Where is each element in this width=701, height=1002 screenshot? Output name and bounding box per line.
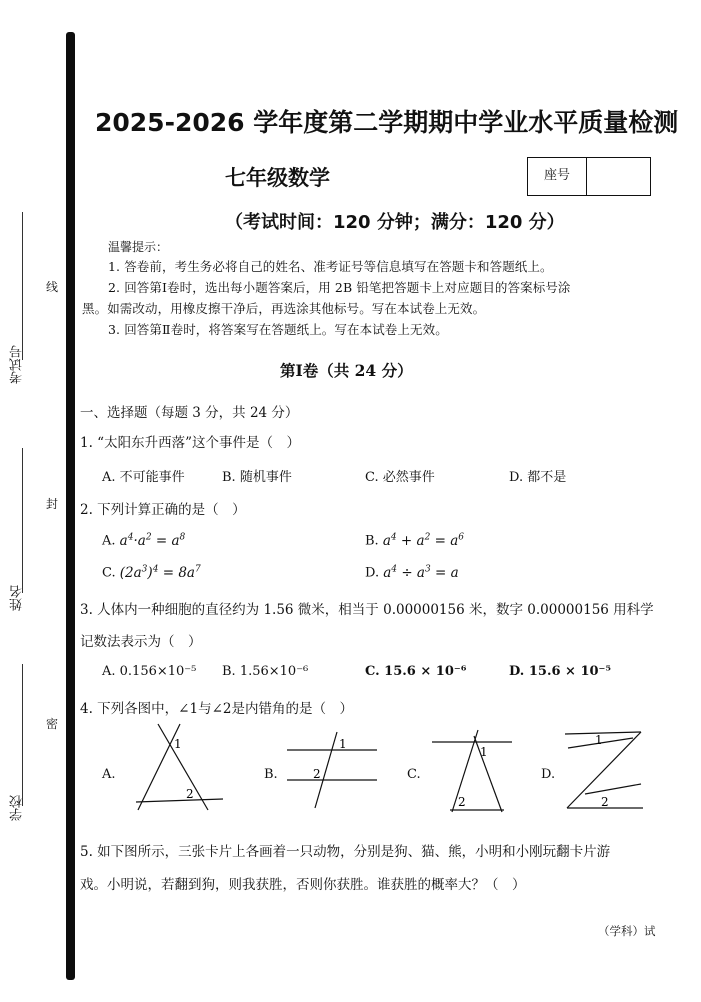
- q3-option-a[interactable]: A. 0.156×10⁻⁵: [102, 664, 197, 679]
- tip-1: 1. 答卷前，考生务必将自己的姓名、准考证号等信息填写在答题卡和答题纸上。: [108, 259, 553, 274]
- section-title: 第Ⅰ卷（共 24 分）: [280, 361, 413, 380]
- part-title: 一、选择题（每题 3 分，共 24 分）: [80, 405, 299, 421]
- cut-mark-seal: 封: [46, 497, 59, 511]
- tip-3: 3. 回答第Ⅱ卷时，将答案写在答题纸上。写在本试卷上无效。: [108, 322, 448, 337]
- q5-stem-line1: 5. 如下图所示，三张卡片上各画着一只动物，分别是狗、猫、熊，小明和小刚玩翻卡片游: [80, 844, 611, 860]
- q2-option-b-expr: $a^4 + a^2 = a^6$: [382, 532, 464, 549]
- q1-option-a[interactable]: A. 不可能事件: [102, 470, 185, 485]
- q4-figure-a: [118, 722, 228, 816]
- q4-figure-c: [430, 728, 520, 822]
- q2-option-b-label: B.: [365, 533, 379, 549]
- exam-time-info: （考试时间：120 分钟；满分：120 分）: [225, 212, 565, 233]
- binding-bar: [66, 32, 75, 980]
- q2-option-d[interactable]: [365, 564, 459, 581]
- q2-stem: 2. 下列计算正确的是（ ）: [80, 502, 246, 518]
- q4-option-d[interactable]: D.: [541, 767, 556, 782]
- tips-title: 温馨提示：: [108, 240, 169, 254]
- q4-stem: 4. 下列各图中，∠1与∠2是内错角的是（ ）: [80, 701, 353, 717]
- q2-option-c-expr: $(2a^3)^4 = 8a^7$: [119, 564, 201, 581]
- q4c-angle-2: 2: [458, 795, 466, 809]
- q1-stem: 1. “太阳东升西落”这个事件是（ ）: [80, 435, 300, 451]
- q2-option-c[interactable]: [102, 564, 201, 581]
- q5-stem-line2: 戏。小明说，若翻到狗，则我获胜，否则你获胜。谁获胜的概率大？（ ）: [80, 877, 526, 893]
- exam-title: 2025-2026 学年度第二学期期中学业水平质量检测: [95, 108, 679, 137]
- seat-number-box[interactable]: [527, 157, 651, 196]
- name-label: 姓名: [10, 585, 25, 611]
- cut-mark-line: 线: [46, 280, 59, 294]
- q4a-angle-2: 2: [186, 787, 194, 801]
- q4b-angle-1: 1: [339, 737, 347, 751]
- name-line[interactable]: [22, 448, 23, 593]
- q2-option-d-label: D.: [365, 565, 380, 581]
- q3-stem-line1: 3. 人体内一种细胞的直径约为 1.56 微米，相当于 0.00000156 米，数字 0.00000156 用科学: [80, 602, 654, 618]
- q4a-angle-1: 1: [174, 737, 182, 751]
- q3-option-b[interactable]: B. 1.56×10⁻⁶: [222, 664, 309, 679]
- q2-option-d-expr: $a^4 \div a^3 = a$: [383, 564, 459, 581]
- exam-subtitle: 七年级数学: [225, 166, 330, 190]
- q1-option-c[interactable]: C. 必然事件: [365, 470, 435, 485]
- cut-mark-seal2: 密: [46, 717, 59, 731]
- q1-option-d[interactable]: D. 都不是: [509, 470, 567, 485]
- q4-option-b[interactable]: B.: [264, 767, 278, 782]
- exam-no-label: 考试号: [10, 345, 25, 384]
- seat-number-label: 座号: [528, 158, 587, 195]
- q4d-angle-2: 2: [601, 795, 609, 809]
- tip-2a: 2. 回答第Ⅰ卷时，选出每小题答案后，用 2B 铅笔把答题卡上对应题目的答案标号涂: [108, 280, 571, 295]
- q4-option-c[interactable]: C.: [407, 767, 421, 782]
- q4-figure-d: [563, 728, 648, 817]
- q3-option-c[interactable]: C. 15.6 × 10⁻⁶: [365, 664, 467, 679]
- page-footer: （学科）试: [598, 924, 656, 938]
- tip-2b: 黑。如需改动，用橡皮擦干净后，再选涂其他标号。写在本试卷上无效。: [82, 301, 486, 316]
- q2-option-a[interactable]: [102, 532, 185, 549]
- q2-option-b[interactable]: [365, 532, 464, 549]
- q4-figure-b: [285, 730, 385, 814]
- q4b-angle-2: 2: [313, 767, 321, 781]
- school-label: 学校: [10, 795, 25, 821]
- q2-option-a-label: A.: [102, 533, 116, 549]
- q2-option-c-label: C.: [102, 565, 116, 581]
- q1-option-b[interactable]: B. 随机事件: [222, 470, 292, 485]
- q4d-angle-1: 1: [595, 733, 603, 747]
- q4c-angle-1: 1: [480, 745, 488, 759]
- q2-option-a-expr: $a^4\cdot a^2 = a^8$: [119, 532, 186, 549]
- exam-no-line[interactable]: [22, 212, 23, 360]
- q4-option-a[interactable]: A.: [102, 767, 116, 782]
- q3-option-d[interactable]: D. 15.6 × 10⁻⁵: [509, 664, 612, 679]
- q3-stem-line2: 记数法表示为（ ）: [80, 634, 202, 650]
- school-line[interactable]: [22, 664, 23, 806]
